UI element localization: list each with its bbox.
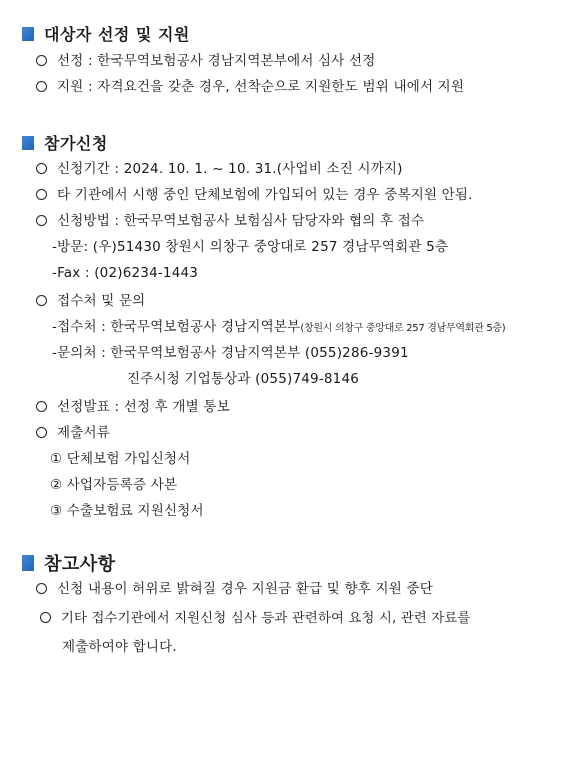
- circle-bullet-icon: [40, 612, 51, 623]
- list-item: 제출서류: [36, 424, 110, 442]
- circle-bullet-icon: [36, 55, 47, 66]
- list-item: 선정 : 한국무역보험공사 경남지역본부에서 심사 선정: [36, 52, 376, 70]
- visit-address: -방문: (우)51430 창원시 의창구 중앙대로 257 경남무역회관 5층: [52, 239, 449, 255]
- circle-bullet-icon: [36, 215, 47, 226]
- inquiry-contact: -문의처 : 한국무역보험공사 경남지역본부 (055)286-9391: [52, 345, 409, 361]
- circle-bullet-icon: [36, 427, 47, 438]
- blue-square-icon: [22, 27, 34, 41]
- section-title: 대상자 선정 및 지원: [44, 25, 190, 44]
- document-item: ② 사업자등록증 사본: [50, 477, 178, 493]
- circle-bullet-icon: [36, 81, 47, 92]
- inquiry-contact: 진주시청 기업통상과 (055)749-8146: [127, 371, 360, 387]
- document-item: ① 단체보험 가입신청서: [50, 451, 191, 467]
- circle-bullet-icon: [36, 189, 47, 200]
- list-item: 지원 : 자격요건을 갖춘 경우, 선착순으로 지원한도 범위 내에서 지원: [36, 78, 464, 96]
- list-item-continuation: 제출하여야 합니다.: [62, 639, 177, 655]
- reception-office: -접수처 : 한국무역보험공사 경남지역본부(창원시 의창구 중앙대로 257 경남무역회관 5층): [52, 319, 506, 335]
- section-heading-notes: [22, 550, 116, 576]
- circle-bullet-icon: [36, 163, 47, 174]
- list-item: 신청 내용이 허위로 밝혀질 경우 지원금 환급 및 향후 지원 중단: [36, 580, 433, 598]
- circle-bullet-icon: [36, 583, 47, 594]
- list-item: 타 기관에서 시행 중인 단체보험에 가입되어 있는 경우 중복지원 안됨.: [36, 186, 473, 204]
- section-heading-application: [22, 131, 108, 154]
- list-item: 기타 접수기관에서 지원신청 심사 등과 관련하여 요청 시, 관련 자료를: [40, 610, 471, 628]
- fax-number: -Fax : (02)6234-1443: [52, 265, 199, 281]
- list-item: 신청방법 : 한국무역보험공사 보험심사 담당자와 협의 후 접수: [36, 212, 424, 230]
- section-heading-selection: [22, 22, 190, 45]
- circle-bullet-icon: [36, 295, 47, 306]
- blue-square-icon: [22, 136, 34, 150]
- section-title: 참고사항: [44, 554, 116, 575]
- document-item: ③ 수출보험료 지원신청서: [50, 503, 204, 519]
- list-item: 접수처 및 문의: [36, 292, 145, 310]
- list-item: 신청기간 : 2024. 10. 1. ~ 10. 31.(사업비 소진 시까지): [36, 160, 403, 178]
- section-title: 참가신청: [44, 134, 108, 153]
- blue-square-icon: [22, 555, 34, 571]
- list-item: 선정발표 : 선정 후 개별 통보: [36, 398, 230, 416]
- circle-bullet-icon: [36, 401, 47, 412]
